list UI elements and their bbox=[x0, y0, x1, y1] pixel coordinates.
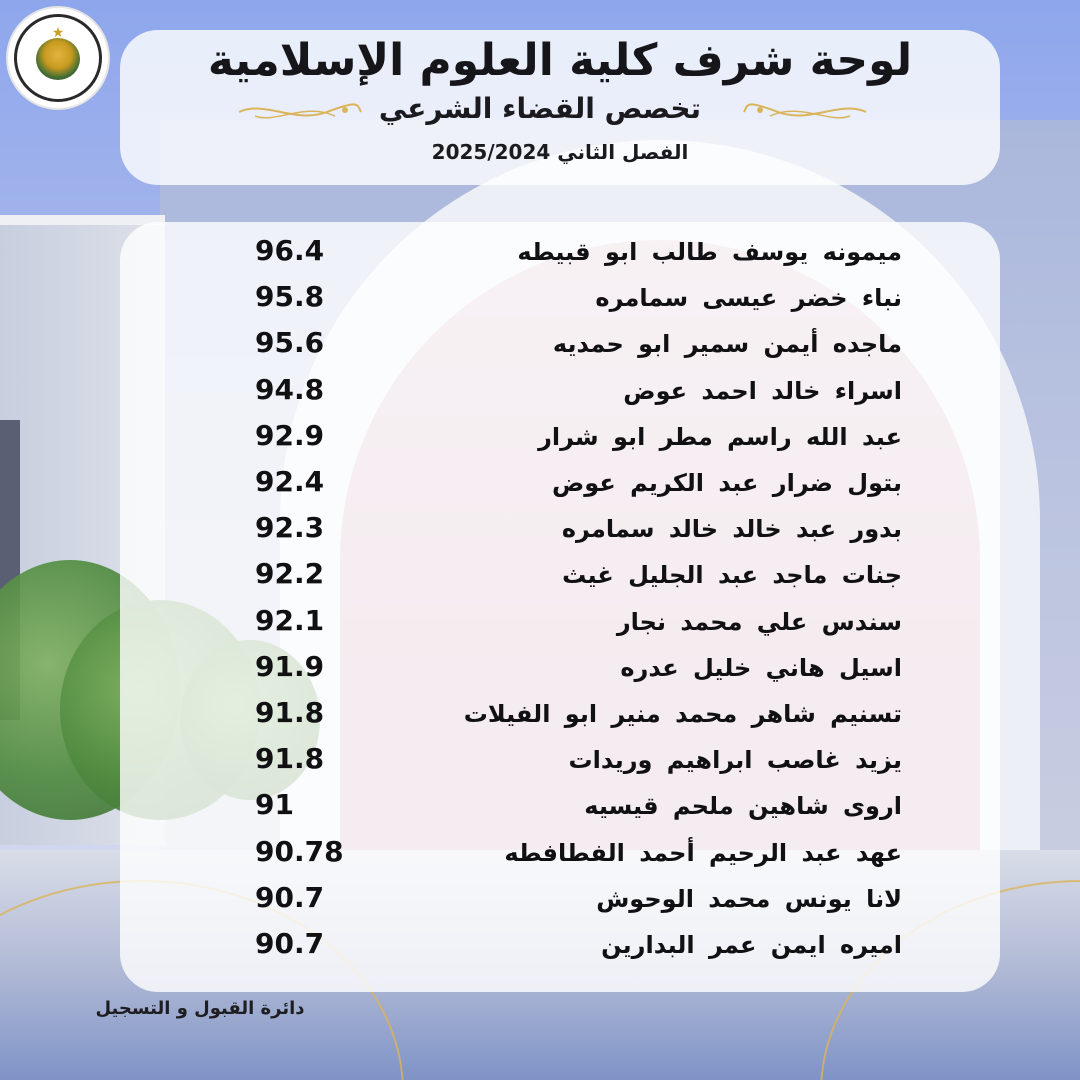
student-score: 95.6 bbox=[255, 326, 325, 360]
student-name: نباء خضر عيسى سمامره bbox=[595, 284, 902, 313]
list-item bbox=[160, 280, 920, 330]
list-item bbox=[160, 603, 920, 654]
student-score: 90.7 bbox=[255, 880, 325, 914]
student-name: سندس علي محمد نجار bbox=[616, 607, 902, 636]
student-score: 92.3 bbox=[255, 511, 325, 545]
student-name: عبد الله راسم مطر ابو شرار bbox=[538, 422, 902, 451]
list-item bbox=[160, 234, 920, 284]
specialization-subtitle: تخصص القضاء الشرعي bbox=[378, 92, 702, 125]
student-score: 91 bbox=[255, 788, 294, 822]
page-title: لوحة شرف كلية العلوم الإسلامية bbox=[207, 35, 913, 86]
emblem-center bbox=[36, 38, 80, 80]
student-name: بتول ضرار عبد الكريم عوض bbox=[551, 469, 902, 497]
list-item bbox=[160, 649, 920, 700]
student-score: 92.9 bbox=[255, 418, 325, 452]
student-score: 92.4 bbox=[255, 465, 325, 498]
student-name: لانا يونس محمد الوحوش bbox=[596, 884, 902, 913]
list-item bbox=[160, 834, 920, 885]
student-score: 90.78 bbox=[255, 834, 344, 868]
list-item bbox=[160, 696, 920, 746]
student-name: ميمونه يوسف طالب ابو قبيطه bbox=[517, 238, 902, 266]
list-item bbox=[160, 326, 920, 376]
student-name: اسيل هاني خليل عدره bbox=[620, 653, 902, 682]
student-name: ماجده أيمن سمير ابو حمديه bbox=[552, 330, 902, 359]
student-name: عهد عبد الرحيم أحمد الفطافطه bbox=[504, 838, 902, 867]
list-item bbox=[160, 742, 920, 792]
semester-label: الفصل الثاني 2025/2024 bbox=[431, 140, 689, 164]
student-score: 90.7 bbox=[255, 927, 325, 960]
list-item bbox=[160, 511, 920, 561]
student-score: 95.8 bbox=[255, 280, 325, 314]
list-item bbox=[160, 880, 920, 931]
list-item bbox=[160, 927, 920, 977]
list-item bbox=[160, 418, 920, 469]
student-name: اسراء خالد احمد عوض bbox=[623, 376, 902, 405]
list-item bbox=[160, 372, 920, 423]
student-score: 96.4 bbox=[255, 234, 325, 267]
student-name: بدور عبد خالد خالد سمامره bbox=[561, 515, 902, 544]
student-score: 92.1 bbox=[255, 603, 325, 637]
list-item bbox=[160, 465, 920, 515]
department-footer: دائرة القبول و التسجيل bbox=[95, 998, 305, 1019]
student-name: اروى شاهين ملحم قيسيه bbox=[584, 792, 902, 821]
list-item bbox=[160, 788, 920, 838]
list-item bbox=[160, 557, 920, 607]
student-score: 91.8 bbox=[255, 742, 325, 776]
student-name: يزيد غاصب ابراهيم وريدات bbox=[568, 746, 902, 775]
emblem-star-icon: ★ bbox=[51, 25, 65, 41]
student-name: اميره ايمن عمر البدارين bbox=[601, 931, 902, 959]
student-score: 91.9 bbox=[255, 649, 325, 683]
student-name: جنات ماجد عبد الجليل غيث bbox=[562, 561, 902, 590]
student-name: تسنيم شاهر محمد منير ابو الفيلات bbox=[463, 700, 902, 728]
student-score: 91.8 bbox=[255, 696, 325, 729]
student-score: 94.8 bbox=[255, 372, 325, 406]
student-score: 92.2 bbox=[255, 557, 325, 591]
